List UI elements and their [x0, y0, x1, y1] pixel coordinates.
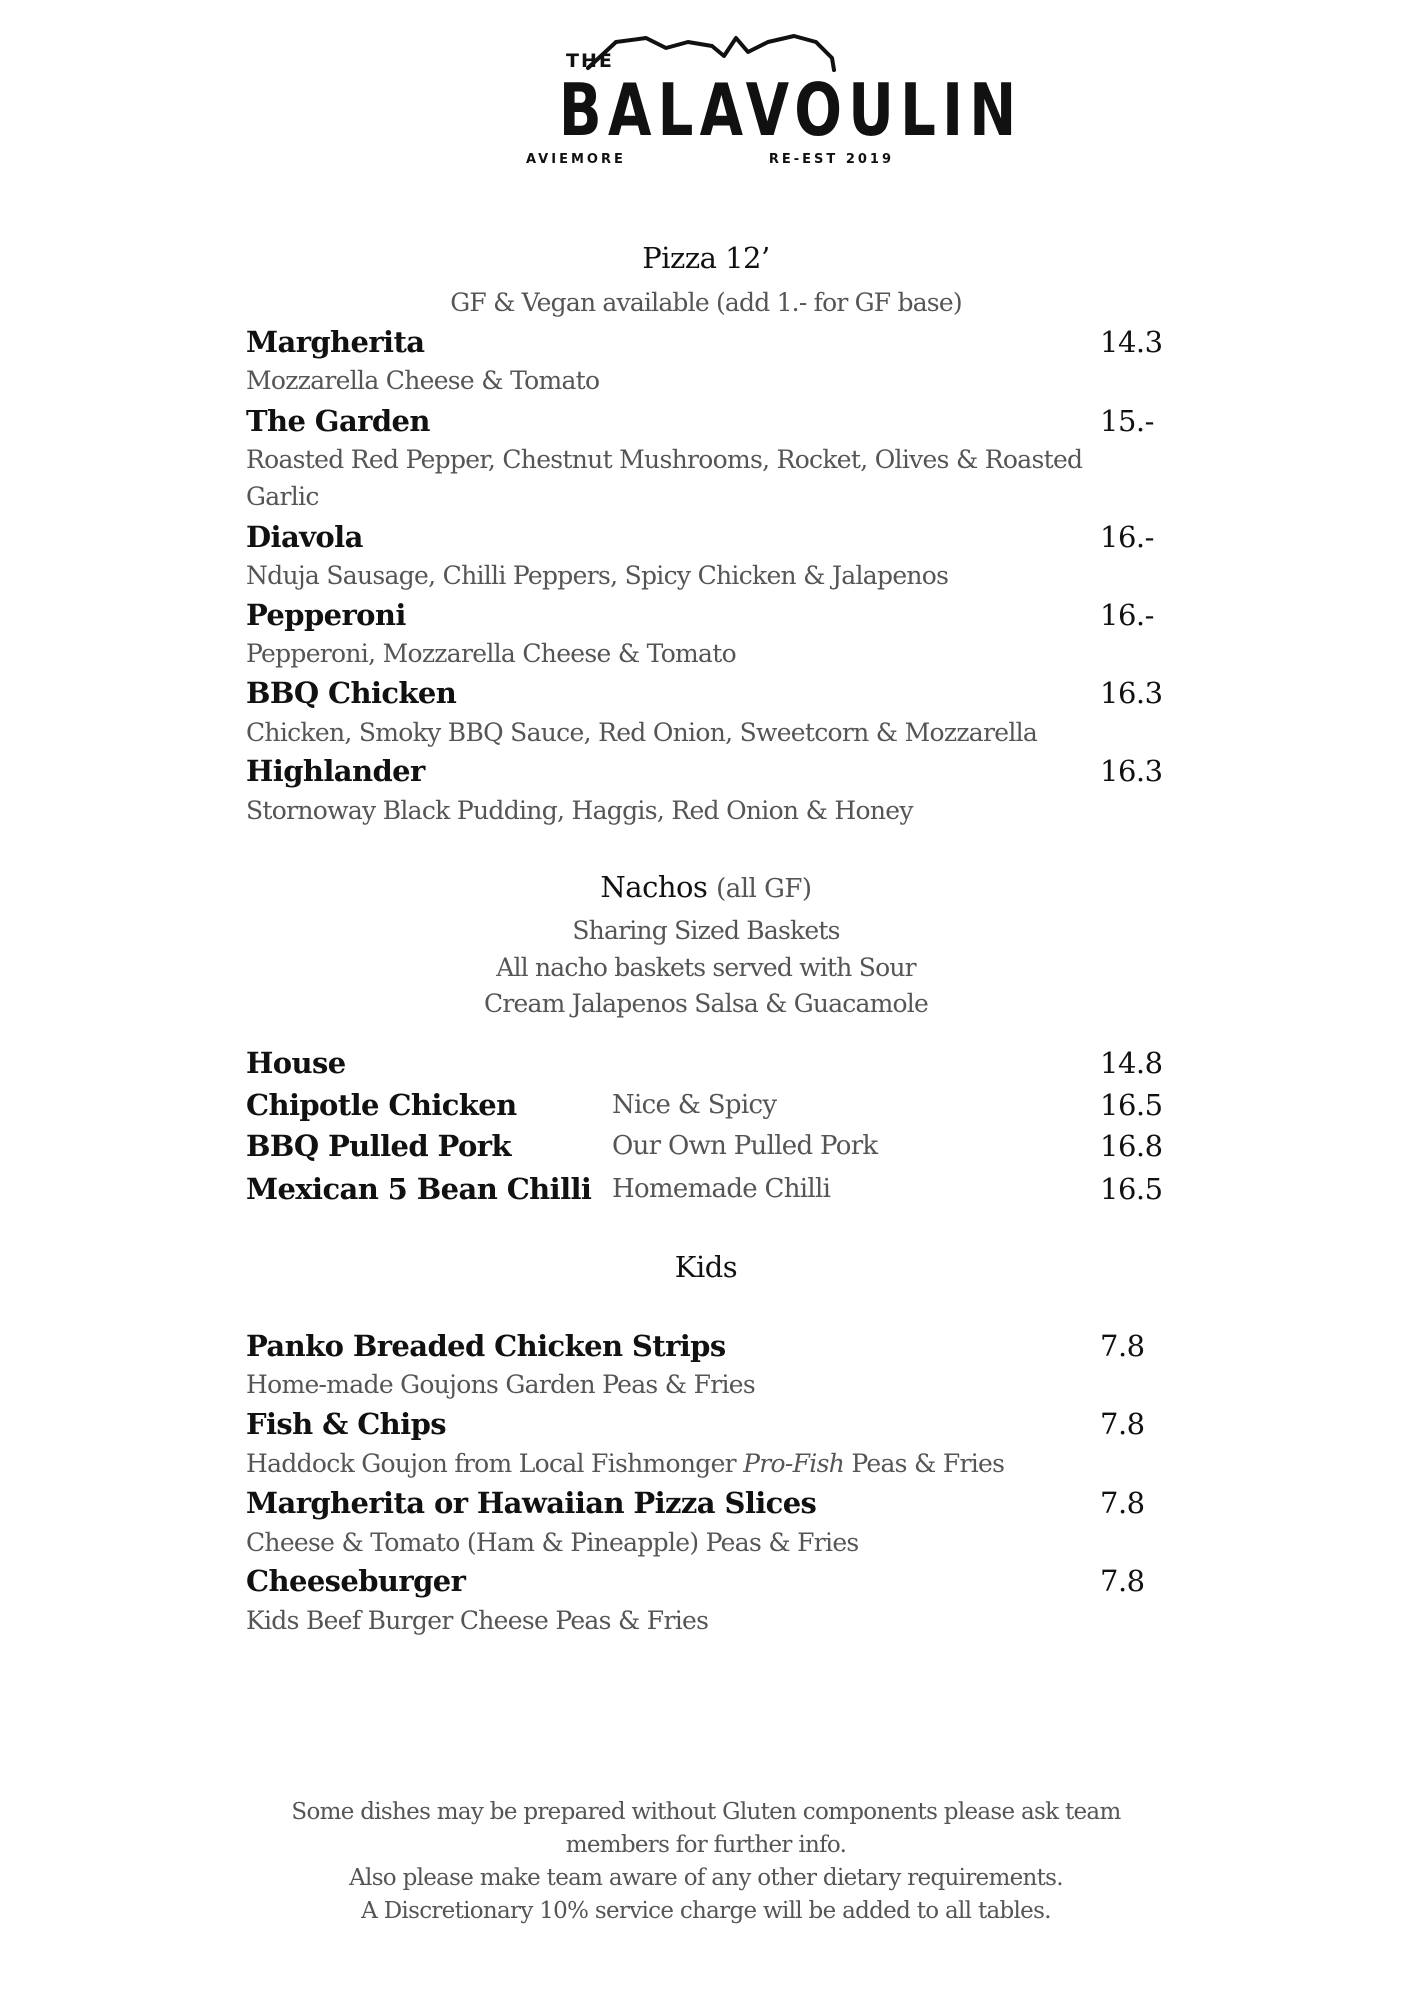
- kids-item-name: Panko Breaded Chicken Strips: [246, 1329, 726, 1363]
- kids-item-desc: [246, 1445, 1146, 1482]
- pizza-item-desc: Pepperoni, Mozzarella Cheese & Tomato: [246, 639, 736, 668]
- pizza-item-name: Pepperoni: [246, 598, 406, 632]
- nachos-note-line: All nacho baskets served with Sour: [496, 953, 916, 982]
- nacho-item-price: 16.5: [1100, 1172, 1163, 1206]
- pizza-item-desc: Chicken, Smoky BBQ Sauce, Red Onion, Sweetcorn & Mozzarella: [246, 718, 1038, 747]
- kids-item-name: Cheeseburger: [246, 1564, 466, 1598]
- pizza-item-price: 16.-: [1100, 598, 1154, 632]
- pizza-item-price: 15.-: [1100, 404, 1154, 438]
- nacho-item-desc: Homemade Chilli: [612, 1174, 831, 1204]
- pizza-item-price: 16.3: [1100, 754, 1163, 788]
- nacho-item-price: 16.5: [1100, 1088, 1163, 1122]
- kids-item-desc: Cheese & Tomato (Ham & Pineapple) Peas & Fries: [246, 1528, 859, 1557]
- pizza-title: Pizza 12’: [642, 241, 770, 275]
- pizza-item-price: 16.-: [1100, 520, 1154, 554]
- nacho-item-name: Chipotle Chicken: [246, 1088, 517, 1122]
- pizza-item-name: Highlander: [246, 754, 425, 788]
- kids-item-name: Fish & Chips: [246, 1407, 446, 1441]
- footer-line: A Discretionary 10% service charge will be added to all tables.: [361, 1898, 1051, 1924]
- kids-item-desc-text: Peas & Fries: [844, 1449, 1005, 1478]
- kids-item-desc-text: Haddock Goujon from Local Fishmonger: [246, 1449, 744, 1478]
- kids-item-desc: Home-made Goujons Garden Peas & Fries: [246, 1370, 756, 1399]
- dietary-footer: [0, 1796, 1412, 1928]
- footer-line: Also please make team aware of any other dietary requirements.: [349, 1865, 1063, 1891]
- restaurant-logo: [516, 28, 1023, 178]
- nacho-item-price: 16.8: [1100, 1129, 1163, 1163]
- nacho-item-name: House: [246, 1046, 346, 1080]
- nachos-title: Nachos: [600, 870, 708, 904]
- fishmonger-name: Pro-Fish: [743, 1449, 845, 1478]
- pizza-item-desc: Nduja Sausage, Chilli Peppers, Spicy Chicken & Jalapenos: [246, 561, 949, 590]
- nacho-item-name: BBQ Pulled Pork: [246, 1129, 511, 1163]
- kids-item-price: 7.8: [1100, 1486, 1145, 1520]
- kids-item-price: 7.8: [1100, 1329, 1145, 1363]
- pizza-item-name: Margherita: [246, 325, 425, 359]
- footer-line: Some dishes may be prepared without Gluten components please ask team: [291, 1799, 1121, 1825]
- pizza-item-name: BBQ Chicken: [246, 676, 457, 710]
- pizza-note: GF & Vegan available (add 1.- for GF base): [450, 288, 962, 317]
- pizza-item-desc: Roasted Red Pepper, Chestnut Mushrooms, Rocket, Olives & Roasted Garlic: [246, 445, 1083, 511]
- logo-name: BALAVOULIN: [558, 68, 1023, 152]
- kids-item-name: Margherita or Hawaiian Pizza Slices: [246, 1486, 817, 1520]
- nacho-item-price: 14.8: [1100, 1046, 1163, 1080]
- pizza-item-price: 16.3: [1100, 676, 1163, 710]
- nacho-item-desc: Our Own Pulled Pork: [612, 1131, 878, 1161]
- pizza-section-title: [0, 241, 1412, 275]
- pizza-item-name: Diavola: [246, 520, 363, 554]
- nachos-section-title: [0, 870, 1412, 904]
- pizza-item-desc: Mozzarella Cheese & Tomato: [246, 366, 600, 395]
- nacho-item-name: Mexican 5 Bean Chilli: [246, 1172, 592, 1206]
- pizza-item-name: The Garden: [246, 404, 430, 438]
- nachos-note-line: Cream Jalapenos Salsa & Guacamole: [484, 989, 928, 1018]
- logo-established: RE-EST 2019: [768, 152, 894, 167]
- pizza-item-price: 14.3: [1100, 325, 1163, 359]
- kids-item-price: 7.8: [1100, 1407, 1145, 1441]
- kids-item-desc: Kids Beef Burger Cheese Peas & Fries: [246, 1606, 709, 1635]
- footer-line: members for further info.: [565, 1832, 847, 1858]
- nachos-note-line: Sharing Sized Baskets: [572, 916, 840, 945]
- kids-item-price: 7.8: [1100, 1564, 1145, 1598]
- logo-location: AVIEMORE: [526, 152, 626, 167]
- kids-section-title: [0, 1250, 1412, 1284]
- pizza-item-desc: Stornoway Black Pudding, Haggis, Red Onion & Honey: [246, 796, 913, 825]
- nacho-item-desc: Nice & Spicy: [612, 1090, 777, 1120]
- nachos-title-note: (all GF): [716, 874, 812, 904]
- logo-the: THE: [566, 50, 614, 72]
- kids-title: Kids: [674, 1250, 738, 1284]
